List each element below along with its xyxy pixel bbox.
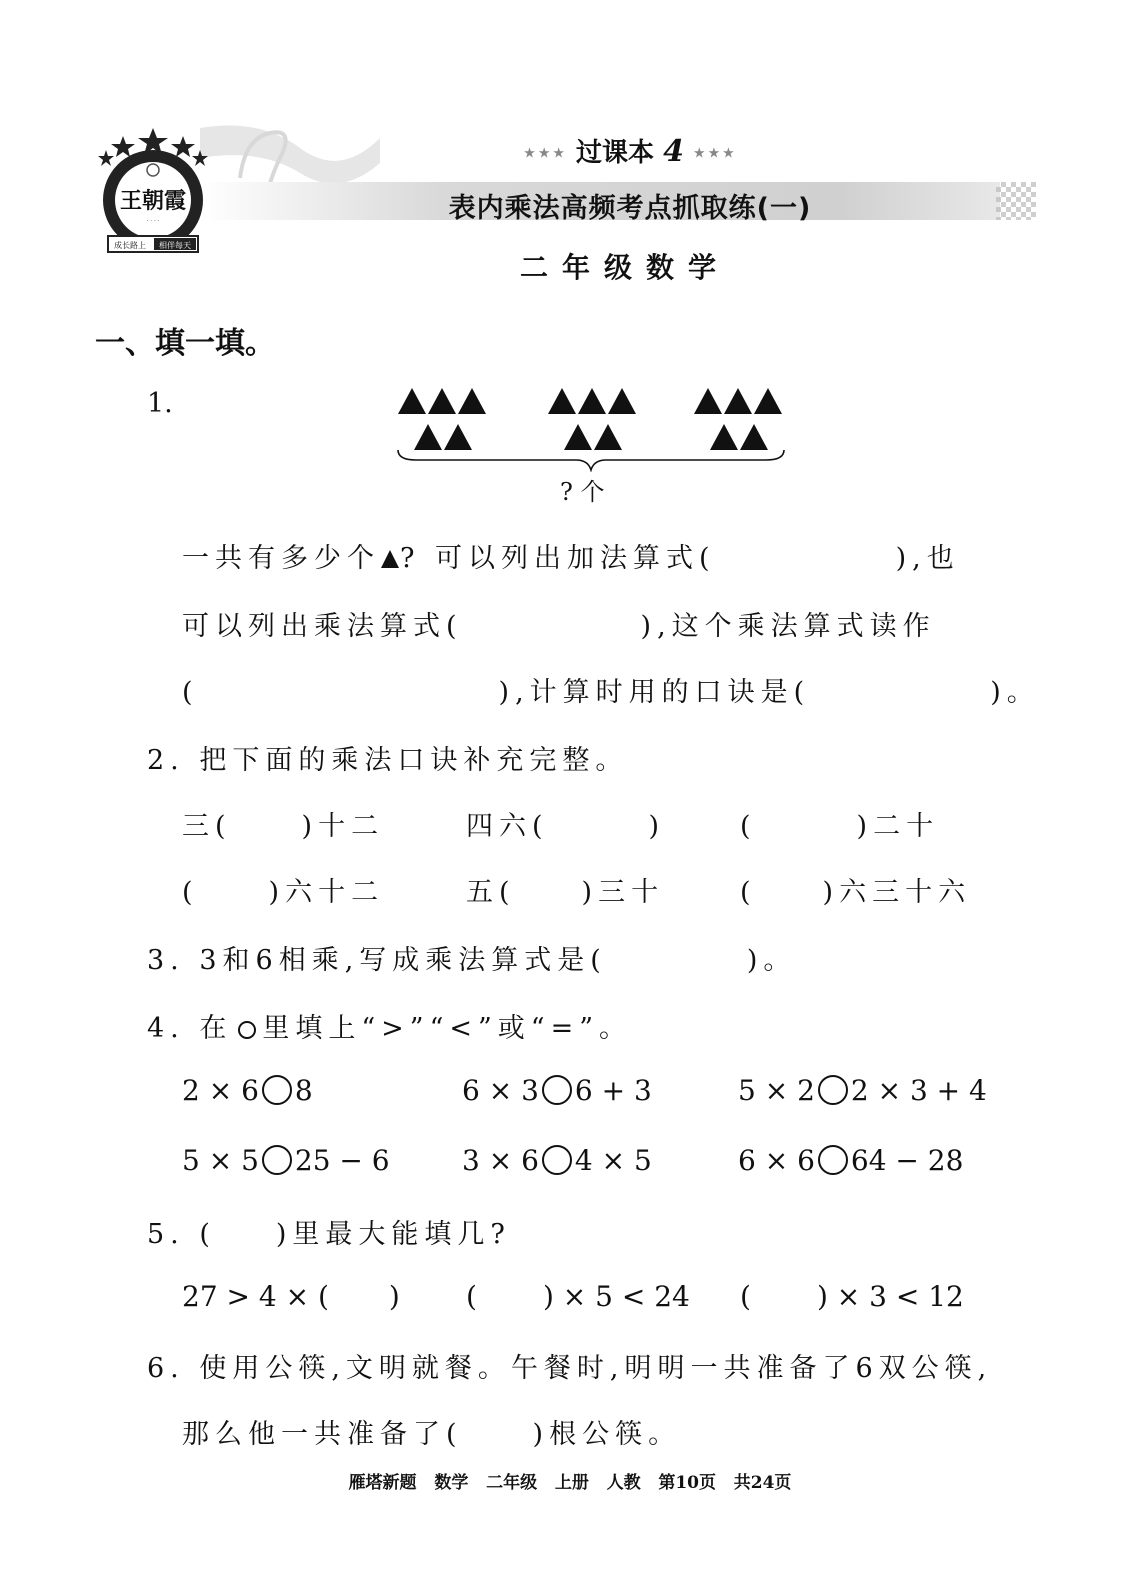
comparison-item [462,1074,652,1107]
q5-item [466,1280,690,1313]
q2-item [182,870,384,909]
q6-line2-text: 那么他一共准备了( [182,1419,463,1450]
triangle-icon [398,388,426,414]
comparison-left: 2 × 6 [182,1074,259,1107]
brace-label: ? 个 [560,478,605,506]
comparison-right: 8 [294,1074,313,1107]
q2-item [740,870,971,909]
comparison-item [738,1144,963,1177]
q2-item-text: ( [740,877,757,908]
q2-item-text: 三( [182,811,232,842]
q2-item-text: 四六( [466,811,549,842]
q5-item-text: ( [466,1280,477,1313]
q2-item-text: )三十 [581,877,665,908]
triangle-icon [608,388,636,414]
series-number: 4 [663,134,684,169]
section-title: 一、填一填。 [95,326,275,361]
q1-line2-text: ),这个乘法算式读作 [640,611,936,642]
q2-item-text: ) [648,811,666,842]
q2-item [740,804,939,843]
q4-prompt-text: 4. 在 [147,1013,233,1044]
compare-circle[interactable] [542,1145,572,1175]
triangle-icon [710,424,738,450]
q1-line3-text: ( [182,677,199,708]
q5-item-text: ( [740,1280,751,1313]
q5-item-text: ) × 3 < 12 [816,1280,964,1313]
question-number: 1. [147,388,173,419]
q6-line1: 6. 使用公筷,文明就餐。午餐时,明明一共准备了6双公筷, [147,1353,993,1384]
svg-text:· · · ·: · · · · [146,218,160,225]
q2-item [182,804,384,843]
q2-item [466,804,665,843]
brace-icon [396,448,786,472]
q2-item-text: )六三十六 [822,877,972,908]
star-icons: ★★★ [523,145,567,162]
comparison-left: 3 × 6 [462,1144,539,1177]
star-icons: ★★★ [693,145,737,162]
q1-line3-text: )。 [990,677,1040,708]
series-label: 过课本 [576,138,655,168]
q3 [147,938,796,977]
q5-item-text: ) × 5 < 24 [542,1280,690,1313]
comparison-right: 4 × 5 [574,1144,652,1177]
q1-line1 [182,536,960,575]
triangle-icon [444,424,472,450]
comparison-left: 5 × 2 [738,1074,815,1107]
q5-item [182,1280,400,1313]
series-line [500,132,760,169]
q5-prompt [147,1212,511,1251]
comparison-right: 64 − 28 [850,1144,964,1177]
q2-item-text: ( [182,877,199,908]
triangle-icon [578,388,606,414]
triangle-icon [564,424,592,450]
q5-prompt-text: 5. ( [147,1219,216,1250]
publisher-logo [98,128,208,260]
page-title: 表内乘法高频考点抓取练(一) [448,193,812,224]
logo-tag-right: 相伴每天 [159,241,191,250]
q1-line1-text: ? 可以列出加法算式( [400,543,716,574]
comparison-item [182,1074,313,1107]
triangle-icon [740,424,768,450]
triangle-icon [548,388,576,414]
comparison-right: 6 + 3 [574,1074,652,1107]
triangle-icon [694,388,722,414]
page-subtitle: 二年级数学 [519,251,730,284]
triangle-icon [428,388,456,414]
q1-line3-text: ),计算时用的口诀是( [498,677,811,708]
comparison-left: 5 × 5 [182,1144,259,1177]
comparison-right: 2 × 3 + 4 [850,1074,987,1107]
checker-pattern [996,182,1036,220]
compare-circle[interactable] [818,1145,848,1175]
q5-prompt-text: )里最大能填几? [275,1219,511,1250]
compare-circle[interactable] [262,1075,292,1105]
comparison-item [738,1074,987,1107]
comparison-left: 6 × 3 [462,1074,539,1107]
logo-tag-left: 成长路上 [114,241,146,250]
triangle-icon [414,424,442,450]
compare-circle[interactable] [542,1075,572,1105]
q2-item-text: 五( [466,877,516,908]
q5-item [740,1280,964,1313]
comparison-item [462,1144,652,1177]
q6-line2 [182,1412,681,1451]
comparison-left: 6 × 6 [738,1144,815,1177]
q3-text: 3. 3和6相乘,写成乘法算式是( [147,945,607,976]
triangle-icon [458,388,486,414]
q1-line2 [182,604,936,643]
q2-item-text: )二十 [856,811,940,842]
q5-item-text: ) [388,1280,400,1313]
page-footer: 雁塔新题 数学 二年级 上册 人教 第10页 共24页 [348,1473,792,1493]
triangle-icon [594,424,622,450]
q1-line3 [182,670,1040,709]
compare-circle[interactable] [262,1145,292,1175]
q2-item [466,870,664,909]
q4-prompt [147,1006,632,1045]
triangle-icon [754,388,782,414]
q1-line1-text: 一共有多少个 [182,543,380,574]
triangle-groups-figure [396,388,796,452]
comparison-item [182,1144,390,1177]
q1-line2-text: 可以列出乘法算式( [182,611,463,642]
q1-line1-text: ),也 [895,543,960,574]
q2-item-text: ( [740,811,757,842]
circle-icon [238,1021,256,1039]
q2-item-text: )六十二 [268,877,385,908]
logo-text: 王朝霞 [119,188,187,214]
comparison-right: 25 − 6 [294,1144,390,1177]
q6-line2-text: )根公筷。 [532,1419,682,1450]
q2-item-text: )十二 [301,811,385,842]
q3-text: )。 [746,945,797,976]
q4-prompt-text: 里填上“>”“<”或“=”。 [262,1013,633,1044]
q5-item-text: 27 > 4 × ( [182,1280,329,1313]
triangle-icon [380,549,400,569]
triangle-icon [724,388,752,414]
q2-prompt: 2. 把下面的乘法口诀补充完整。 [147,745,629,776]
compare-circle[interactable] [818,1075,848,1105]
